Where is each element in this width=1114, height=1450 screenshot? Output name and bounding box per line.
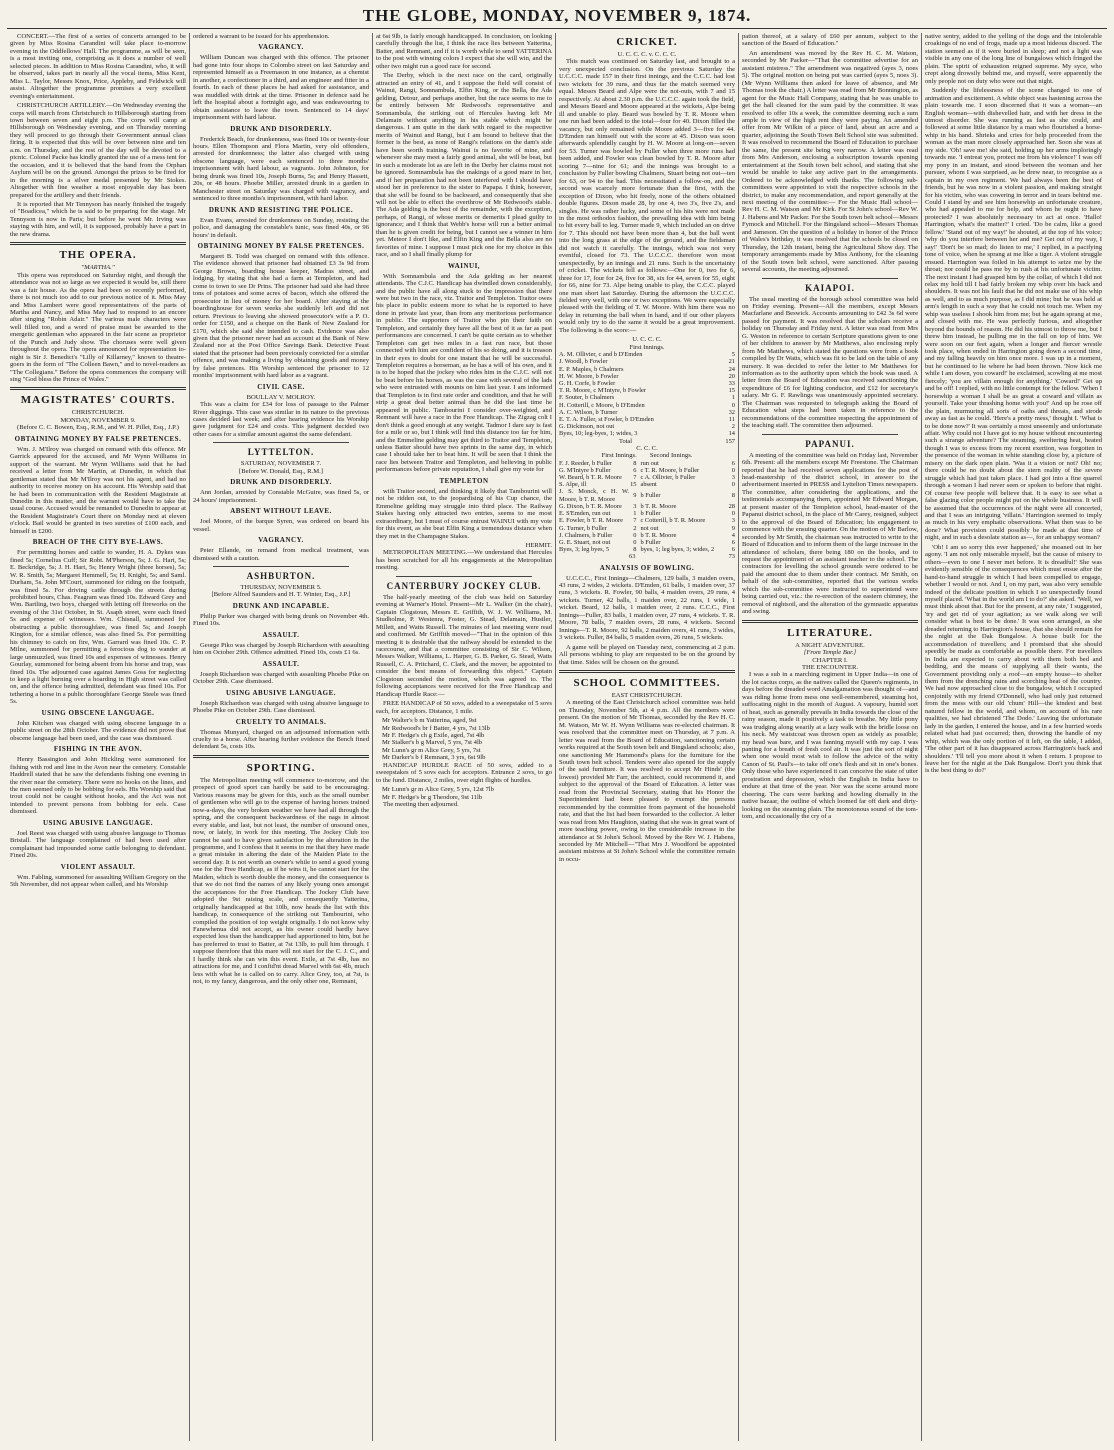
court-case: Philip Parker was charged with being drunk on November 4th. Fined 10s. xyxy=(193,612,369,628)
school-committee-cont: pation thereof, at a salary of £60 per annum, subject to the sanction of the Board of Education." xyxy=(742,33,918,48)
batsman: W. Beard, b T. R. Moore xyxy=(559,474,622,482)
batsman: J. S. Monck, c H. W. Moore, b T. R. Moore xyxy=(559,488,629,503)
divider xyxy=(762,434,898,435)
batsman: Byes, 3; leg byes, 5 xyxy=(559,546,610,554)
divider xyxy=(193,755,369,758)
score-table-ucc xyxy=(559,351,735,437)
batsman: T. R. Moore, c M'Intyre, b Fowler xyxy=(559,387,646,395)
second-innings-runs: 9 xyxy=(731,524,735,532)
runs: 32 xyxy=(728,408,735,416)
subheading: USING OBSCENE LANGUAGE. xyxy=(41,708,155,717)
second-innings-dismissal: b T. R. Moore xyxy=(640,531,677,539)
case-title: BOULLAY V. MOLROY. xyxy=(246,393,316,401)
second-innings-dismissal: byes, 1; leg byes, 3; wides, 2 xyxy=(640,546,715,554)
artillery-article: CHRISTCHURCH ARTILLERY.—On Wednesday evening the corps will march from Christchurch to Hillsborough starting from town between seven and eight p.m. The corps will camp at Hillsborough on Wednesday evening, and on Thursday morning they will proceed to go through their Government annual class firing. It is expected that this will be over between nine and ten a.m. on Thursday, and the rest of the day will be devoted to a picnic. Colonel Packe has kindly granted the use of a mess tent for the occasion, and it is believed that the band from the Orphan Asylum will be on the ground. Amongst the prizes to be fired for in the morning is a silver medal presented by Mr Stokes. Altogether with fine weather a most enjoyable day has been prepared for the artillery and their friends. xyxy=(10,102,186,199)
subheading: OBTAINING MONEY BY FALSE PRETENCES. xyxy=(14,434,182,443)
batsman: E. Fowler, b T. R. Moore xyxy=(559,517,623,525)
subheading: DRUNK AND RESISTING THE POLICE. xyxy=(208,205,354,214)
first-innings-runs: 9 xyxy=(633,492,637,500)
subheading: DRUNK AND DISORDERLY. xyxy=(230,124,332,133)
courts-heading: MAGISTRATES' COURTS. xyxy=(20,394,176,407)
court-case: Thomas Munyard, charged on an adjourned information with cruelty to a horse. After hearing further evidence the Bench fined defendant 5s, costs 10s. xyxy=(193,728,369,751)
tip-wainui: WAINUI, xyxy=(447,261,481,270)
ashburton-date: THURSDAY, NOVEMBER 5. xyxy=(240,584,322,592)
divider xyxy=(10,387,186,390)
subheading: FISHING IN THE AVON. xyxy=(53,745,143,754)
opera-subheading: "MARTHA." xyxy=(81,264,115,272)
list-item: Mr F. Hedge's br g Theodore, 9st 11lb xyxy=(382,793,483,801)
lyttelton-date: SATURDAY, NOVEMBER 7. xyxy=(240,460,322,468)
score-row xyxy=(559,488,735,502)
divider xyxy=(213,442,349,443)
score-table-ccc xyxy=(559,460,735,554)
batsman: G. H. Corfe, b Fowler xyxy=(559,379,616,387)
opera-heading: THE OPERA. xyxy=(59,249,137,262)
list-item: Mr Redwood's br f Batter, 4 yrs, 7st 13lb xyxy=(382,724,490,732)
second-innings-runs: 0 xyxy=(731,481,735,489)
total-first: 63 xyxy=(629,553,636,561)
lyttelton-heading: LYTTELTON. xyxy=(247,447,315,458)
second-innings-runs: 0 xyxy=(731,466,735,474)
total-second: 73 xyxy=(728,553,735,561)
subheading: VIOLENT ASSAULT. xyxy=(60,862,136,871)
court-case: Wm. J. M'Ilroy was charged on remand with this offence. Mr Garrick appeared for the accused, and Mr Wynn Williams in support of the warrant. Mr Wynn Williams said that he had received a letter from Mr Martin, at Dunedin, in which that gentleman stated that Mr M'Ilroy was not his agent, and had no authority to receive money on his account. His Worship said that he had been in communication with the Resident Magistrate at Dunedin in this matter, and the warrant would have to take the usual course. Accused would be remanded to Dunedin to appear at the Resident Magistrate's Court there on Monday next at eleven o'clock. Bail would be granted in two sureties of £100 each, and himself in £200. xyxy=(10,445,186,535)
school-committees-heading: SCHOOL COMMITTEES. xyxy=(573,676,721,689)
second-innings-runs: 6 xyxy=(731,538,735,546)
batsman: F. J. Reeder, b Fuller xyxy=(559,459,613,467)
score-row xyxy=(559,380,735,387)
cricket-subheading: U. C. C. C. v. C. C. C. xyxy=(617,51,677,58)
court-case: John Kitchen was charged with using obscene language in a public street on the 28th October. The evidence did not prove that obscene language had been used, and the case was dismissed. xyxy=(10,719,186,742)
score-row xyxy=(559,503,735,510)
second-innings-dismissal: absent xyxy=(640,481,657,489)
batsman: E. S'Emden, run out xyxy=(559,510,611,518)
school-committee-cont: An amendment was moved by the Rev H. C. M. Watson, seconded by Mr Packer—"That the committee advertise for an assistant mistress." The amendment was negatived (ayes 3, noes 5). The original motion on being put was carried (ayes 5, noes 3). (Mr Wynn Williams then asked for leave of absence, and Mr Thomas took the chair.) A letter was read from Mr Bonnington, as agent for the Music Hall Company, stating that he was unable to get the hall cleaned for the sum paid by the committee. It was resolved to offer 10s a week, the committee deeming such a sum ample in view of the high rent they were paying. An amended offer from Mr Wilkin of a piece of land, about an acre and a quarter, adjoining the South Town Belt School site was submitted. It was resolved to recommend the Board of Education to purchase the same, the present site being very narrow. A letter was read from Mrs Anderson, enclosing a subscription towards opening entertainment at the South town belt school, and stating that she would be unable to take any active part in the arrangements. Ordered to be acknowledged with thanks. The following sub-committees were appointed to visit the respective schools in the district, to make any recommendation, and report generally at the next meeting of the committee:— For the Music Hall school—Rev H. C. M. Watson and Mr Kirk. For St John's school—Rev W. J. Habens and Mr Packer. For the South town belt school—Messrs Fymock and Mitchell. For the Bingsland school—Messrs Thomas and Jameson. On the question of a holiday in honor of the Prince of Wales's birthday, it was resolved that the schools be closed on Thursday, the 12th instant, being the Agricultural Show day. The temporary arrangements made by Miss Anthony, for the cleaning of the South town belt school, were sanctioned. After passing several accounts, the meeting adjourned. xyxy=(742,49,918,274)
score-row xyxy=(559,394,735,401)
runs: 33 xyxy=(728,379,735,387)
batsman: G. Dickinson, not out xyxy=(559,423,615,431)
batsman: H. Cotterill, c Moore, b D'Emden xyxy=(559,401,645,409)
score-row xyxy=(559,474,735,481)
batsman: A. C. Wilson, b Turner xyxy=(559,408,618,416)
list-item: Mr F. Hedge's ch g Exile, aged, 7st 4lb xyxy=(382,731,485,739)
batsman: G. M'Intyre b Fuller xyxy=(559,466,611,474)
subheading: ABSENT WITHOUT LEAVE. xyxy=(230,507,332,516)
list-item: Mr Stalker's b g Marvel, 5 yrs, 7st 4lb xyxy=(382,739,483,747)
column-5 xyxy=(739,33,922,1441)
score-row xyxy=(559,366,735,373)
column-6 xyxy=(922,33,1105,1441)
cricket-heading: CRICKET. xyxy=(616,36,678,48)
second-innings-runs: 8 xyxy=(731,492,735,500)
first-innings-runs: 6 xyxy=(633,466,637,474)
opera-article: This opera was reproduced on Saturday night, and though the attendance was not so large as we expected it would be, still there was a fair house. As the opera had been so recently performed, there is not much too add to our previous notice of it. Miss May and Miss Lambert were good representatives of the parts of Martha and Nancy, and Miss May had to respond to an encore after singing "Robin Adair." The various male characters were well filled too, and a word of praise must be awarded to the energetic gentleman who appeared in the fair scene as proprietor of the Punch and Judy show. The choruses were well given throughout the opera. The opera announced for representation to-night is Sir J. Benedict's "Lilly of Killarney," known to theatre-goers in the form of "The Colleen Bawn," and to novel-readers as "The Collegians." Before the opera commences the company will sing "God bless the Prince of Wales." xyxy=(10,271,186,384)
runs: 24 xyxy=(728,365,735,373)
score-row xyxy=(559,358,735,365)
second-innings-runs: 6 xyxy=(731,546,735,554)
batsman: E. P. Maples, b Chalmers xyxy=(559,365,624,373)
score-row xyxy=(559,460,735,467)
second-innings-runs: 4 xyxy=(731,531,735,539)
columns xyxy=(7,33,1107,1441)
hurdle-race-list xyxy=(376,786,552,801)
runs: 0 xyxy=(731,401,735,409)
score-total-ccc xyxy=(559,553,735,560)
court-case: Joseph Richardson was charged with assaulting Phoebe Pike on October 29th. Case dismissed. xyxy=(193,670,369,686)
cjc-heading: CANTERBURY JOCKEY CLUB. xyxy=(386,580,542,591)
score-row xyxy=(559,416,735,423)
score-row xyxy=(559,409,735,416)
lyttelton-bench: [Before W. Donald, Esq., R.M.] xyxy=(239,467,323,475)
list-item: Mr Lunn's gr m Alice Grey, 5 yrs, 12st 7lb xyxy=(382,786,494,794)
second-innings-runs: 28 xyxy=(728,502,735,510)
metropolitan-note: METROPOLITAN MEETING.—We understand that Hercules has been scratched for all his engagements at the Metropolitan meeting. xyxy=(376,549,552,572)
school-committee-article: A meeting of the East Christchurch school committee was held on Thursday, November 5th, at 4 p.m. All the members were present. On the motion of Mr Thomas, seconded by the Rev H. C. M. Watson, Mr W. H. Wynn Williams was re-elected chairman. It was resolved that the committee meet on Thursday, at 7 p.m. A letter was read from the Board of Education, sanctioning certain works required at the South town belt and Bingsland schools; also, one sanctioning Mr Hammond's plans for the furniture for the South town belt school. Tenders were also opened for the supply of the said furniture. It was resolved to accept Mr Hinds' (the lowest) provided Mr Farr, the architect, could recommend it, and subject to the approval of the Board of Education. A letter was read from the Provincial Secretary, stating that his Honor the Superintendent had been pleased to exempt the persons recommended by the committee from payment of the household rate, and that the list had been forwarded to the collector. A letter was read from Mrs Haughton, stating that she was in great want of more teaching power, owing to the considerable increase in the attendance at St John's School. Moved by the Rev W. J. Habens, seconded by Mr Mitchell—"That Mrs J. Woodford be appointed assistant mistress at St John's School while the committee remain in occu- xyxy=(559,699,735,863)
sporting-article-cont: with Traitor second, and thinking it likely that Tambourini will not be ridden out, to the jeopardising of his Cup chance, the Emmeline gelding may struggle into third place. The Railway Stakes having only attracted two entries, seems to me most extraordinary, but I must of course entrust WAINUI with my vote for this event, as she beat Elfin King a tremendous distance when they met in the Champagne Stakes. xyxy=(376,487,552,540)
subheading: VAGRANCY. xyxy=(258,43,304,52)
second-innings-dismissal: c Cotterill, b T. R. Moore xyxy=(640,517,706,525)
list-item: Mr Walter's b m Yatterina, aged, 9st xyxy=(382,717,477,725)
first-innings-runs: 2 xyxy=(633,524,637,532)
court-case: Frederick Beach, for drunkenness, was fined 10s or twenty-four hours. Ellen Thompson and Flora Martin, very old offenders, arrested for drunkenness; the latter also charged with using obscene language, were each sentenced to three months' imprisonment with hard labour, as vagrants. John Johnston, for being drunk was fined 10s, Joseph Burns, 5s; and Henry Hassett, 20s, or 48 hours. Phoebe Miller, arrested drunk in a garden in Manchester street on Saturday was charged with vagrancy, and sentenced to three months's imprisonment, with hard labor. xyxy=(193,135,369,203)
court-case: William Duncan was charged with this offence. The prisoner had gone into four shops in Colombo street on last Saturday and represented himself as a Freemason in one instance, as a chemist in another, a confectioner in a third, and an engineer and fitter in a fourth. In each of these places he had asked for assistance, and was muddled with drink at the time. Prisoner in defence said he left the hospital about a fortnight ago, and was endeavouring to obtain assistance to leave the town. Sentenced to 14 days' imprisonment with hard labour. xyxy=(193,54,369,122)
court-case-cont: ordered a warrant to be issued for his apprehension. xyxy=(193,33,330,40)
second-innings-dismissal: c T. R. Moore, b Fuller xyxy=(640,466,700,474)
first-innings-runs: 0 xyxy=(633,538,637,546)
score-row xyxy=(559,481,735,488)
subheading: CRUELTY TO ANIMALS. xyxy=(235,717,327,726)
runs: 11 xyxy=(728,415,735,423)
divider xyxy=(10,242,186,245)
bowling-heading: ANALYSIS OF BOWLING. xyxy=(599,563,695,572)
runs: 21 xyxy=(728,358,735,366)
column-1 xyxy=(7,33,190,1441)
story-text-cont: 'Oh! I am so sorry this ever happened,' she moaned out in her agony. 'I am not only miserable myself, but the cause of misery to others—even to one I never met before. It is dreadful!' She was evidently sensible of the consequences which must ensue after the hand-to-hand struggle in which I had been compelled to engage, whether I would or not. And I, on my part, was also very sensible indeed of the delicate position in which I so unexpectedly found myself placed. 'What in the world am I to do?' she asked. 'Well, we must think about that. But for the present, at any rate,' I suggested, 'try and get rid of your agitation; as we walk along we will consider what is best to be done.' It was soon arranged, as she dreaded returning to Harrington's house, that she should remain for the night at the Dak Bungalow. A house built for the accommodation of travellers; and I promised that she should speedily be made as comfortable as possible there. For travellers in India are expected to carry about with them both bed and bedding, and the means of supplying all their wants, the Government providing only a roof—an empty house—to shelter them from the drenching rains and scorching heat of the country. We had now approached close to the bungalow, which I occupied conjointly with my friend O'Donnell, who had only just returned from the mess with our old 'chum' Hill—the kindest and best natured fellow in the world, and whom, on account of his rare qualities, we had christened 'The Dodo.' Leaving the unfortunate lady in the garden, I entered the house, and in a few hurried words related what had just occurred; then, throwing the handle of my whip, which was the only portion of it left, on the table, I added, 'The other part of it has disappeared across Harrington's back and shoulders.' 'I'll tell you more about it when I return. I propose to leave her for the night at the Dak Bungalow. Don't you think that is the best thing to do?' xyxy=(925,543,1102,775)
story-text: I was a sub in a marching regiment in Upper India—in one of the lot cactus corps, as the natives called the Queen's regiments, in days before the dreaded word Amalgamation was thought of—and was riding home from mess one well-remembered, steaming hot, suffocating night in the month of August. A vapoury, humid sort of heat, such as generally prevails in India towards the close of the rainy season, made it positively a task to breathe. My little pony was trudging along wearily at a lazy walk with the bridle loose on his neck. My waistcoat was thrown open as widely as possible; my head was bare, and I was fanning myself with my cap. I was panting for a breath of fresh cool air. It was just the sort of night when one would most wish to follow the advice of the witty Canon of St. Paul's—to take off one's flesh and sit in one's bones. Only those who have experienced it can conceive the state of utter prostration and depression, which the English in India have to endure at that time of the year. Nor was the scene around more cheering. The curs were barking and howling dismally in the native bazaar, the outline of which loomed far off dark and dirty-looking on the steaming plain. The monotonous sound of the tom-tom, and occasionally the cry of a xyxy=(742,671,918,821)
subheading: DRUNK AND INCAPABLE. xyxy=(232,601,330,610)
cjc-article: The half-yearly meeting of the club was held on Saturday evening at Warner's Hotel. Present—Mr L. Walker (in the chair), Captain Clogstoun, Messrs E. Griffith, W. J. W. Williams, M. Studholme, P. Westenra, Foster, G. Stead, Delamain, Hustler, Millett, and Watts Russell. The minutes of last meeting were read and confirmed. Mr Griffith moved—"That in the opinion of this meeting it is desirable that the railway should be extended to the racecourse, and that a committee consisting of Sir C. Wilson, Messrs Walker, Williams, L. Harper, G. B. Parker, G. Stead, Watts Russell, C. A. Pritchard, C. Clark, and the mover, be appointed to consider the best means of forwarding this object." Captain Clogstoun seconded the motion, which was agreed to. The following acceptances were received for the Free Handicap and Handicap Hurdle Race:— xyxy=(376,593,552,698)
story-title: A NIGHT ADVENTURE. xyxy=(795,641,865,649)
score-row xyxy=(559,525,735,532)
score-row xyxy=(559,430,735,437)
second-innings-runs: 3 xyxy=(731,517,735,525)
newspaper-page xyxy=(7,4,1107,1442)
subheading: CIVIL CASE. xyxy=(257,382,305,391)
ashburton-bench: [Before Alfred Saunders and H. T. Winter, Esq., J.P.] xyxy=(211,591,351,599)
second-innings-dismissal: b Fuller xyxy=(640,492,661,500)
subheading: BREACH OF THE CITY BYE-LAWS. xyxy=(32,538,164,547)
sporting-heading: SPORTING. xyxy=(246,761,316,774)
court-case: For permitting horses and cattle to wander, H. A. Dykes was fined 5s; Cornelius Cuff; Sir Robt. M'Pherson, 5s; J. G. Hart, 5s; E. Beckridge, 5s; J. H. Hart, 5s; Henry Wright (three horses), 5s; W. R. Smith, 5s; Margaret Hemmell, 5s; H. Knight, 5s; and Saml. Durham, 5s. John M'Court, summoned for riding on the footpath, was fined 5s. For driving cattle through the streets during prohibited hours, Chas. Feagram was fined 10s. Edward Grey and Wm. Bartling, two boys, charged with letting off fireworks on the evening of the 31st October, in St. Asaph street, were each fined 5s and expense of witnesses. Wm. Chisnall, summoned for obstructing a public thoroughfare, was fined 5s; and Joseph Kington, for a similar offence, was also fined 5s. For permitting his chimney to catch on fire, Wm. Garrard was fined 10s. C. P. Milne, summoned for permitting a ferocious dog to wander at large unmuzzled, was fined 10s and expenses of witnesses. Henry Gourlay, summoned for being absent from his horse and trap, was fined 10s. The adjourned case against James Goss for neglecting to keep a light burning over a hoarding in High street was called on, and the offence being admitted, defendant was fined 10s. For tethering a horse in a public thoroughfare George Steele was fined 5s. xyxy=(10,549,186,706)
list-item: Mr Lunn's gr m Alice Grey, 5 yrs, 7st xyxy=(382,746,481,754)
free-handicap-title: FREE HANDICAP of 50 sovs, added to a sweepstake of 5 sovs each, for acceptors. Distance, 1 mile. xyxy=(376,700,552,715)
score-row xyxy=(559,387,735,394)
second-innings-dismissal: b T. R. Moore xyxy=(640,502,677,510)
court-case: Ann Jordan, arrested by Constable McGuire, was fined 5s, or 24 hours' imprisonment. xyxy=(193,489,369,504)
papanui-article: A meeting of the committee was held on Friday last, November 6th. Present: all the members except Mr Freestone. The Chairman reported that he had received seven applications for the post of head-mastership of the district school, in answer to the advertisement inserted in PRESS and Lyttelton Times newspapers. The committee, after considering the applications, and the testimonials accompanying them, appointed Mr Edward Morgan, at present master of the Templeton school, head-master of the Papanui district school, in the place of Mr Carey, resigned, subject to the approval of the Board of Education; his engagement to commence with the ensuing quarter. On the motion of Mr Barlow, seconded by Mr Smith, the chairman was instructed to write to the Board of Education and to inform them of the large increase in the attendance of scholars, there being 180 on the books, and to request the appointment of an assistant teacher to the school. The contractors for levelling the school grounds were ordered to be paid the amount due to them under their contract. Mr Smith, on behalf of the sub-committee, reported that the various works which the sub-committee were instructed to superintend were being carried out, viz.: the re-erection of the eastern chimney, the removal of nightsoil, and the alteration of the gymnastic apparatus and swing. xyxy=(742,451,918,616)
divider xyxy=(762,278,898,279)
chapter-subheading: THE ENCOUNTER. xyxy=(801,663,859,671)
first-innings-runs: 1 xyxy=(633,510,637,518)
courts-bench: (Before C. C. Bowen, Esq., R.M., and W. H. Pillet, Esq., J.P.) xyxy=(17,424,179,432)
runs: 20 xyxy=(728,372,735,380)
second-innings-dismissal: b Fuller xyxy=(640,510,661,518)
score-total-ucc xyxy=(559,438,735,445)
concert-article: CONCERT.—The first of a series of concerts arranged to be given by Miss Rosina Carandini will take place to-morrow evening in the Oddfellows' Hall. The programme, as will be seen, is a most inviting one, comprising as it does a number of well selected pieces. In addition to Miss Rosina Carandini, who, it will be observed, takes part in nearly all the vocal items, Miss Kent, Miss L. Taylor, Messrs Knox, Price, Appleby, and Feldwick will assist. Altogether the programme promises a very excellent evening's entertainment. xyxy=(10,33,186,100)
court-case: Henry Bassington and John Hickling were summoned for fishing with rod and line in the Avon near the cemetery. Constable Haddrell stated that he saw the defendants fishing one evening in the river near the cemetery. There were no hooks on the lines, and the men seemed only to be bobbing for eels. His Worship said that trout could not be caught without hooks, and the Act was not intended to prevent persons from bobbing for eels. Case dismissed. xyxy=(10,756,186,816)
hurdle-race-title: HANDICAP HURDLE RACE of 50 sovs, added to a sweepstakes of 5 sovs each for acceptors. Entrance 2 sovs, to go to the fund. Distance, 2 miles, over eight flights of hurdles. xyxy=(376,761,552,784)
total-value: 157 xyxy=(725,437,735,445)
ashburton-heading: ASHBURTON. xyxy=(246,571,316,582)
free-handicap-list xyxy=(376,717,552,762)
courts-date: MONDAY, NOVEMBER 9. xyxy=(60,416,136,424)
first-innings-runs: 8 xyxy=(633,459,637,467)
story-text-cont: native sentry, added to the yelling of the dogs and the intolerable croakings of no end of frogs, made up a most hideous discord. The station seemed as if it were buried in sleep; and not a light was visible in any one of the long line of bungalows which fringed the plain. The spirit of exhaustion reigned supreme. My syce, who crept along drowsily behind me, and myself, were apparently the only people not on duty who were out that night. xyxy=(925,33,1102,85)
subheading: OBTAINING MONEY BY FALSE PRETENCES. xyxy=(197,241,365,250)
batsman: G. Dixon, b T. R. Moore xyxy=(559,502,622,510)
first-innings-runs: 8 xyxy=(633,546,637,554)
court-case: Wm. Fabling, summoned for assaulting William Gregory on the 5th November, did not appear when called, and his Worship xyxy=(10,873,186,889)
first-innings-runs: 0 xyxy=(633,531,637,539)
column-4 xyxy=(556,33,739,1441)
court-case: George Piko was charged by Joseph Richardson with assaulting him on October 29th. Offence admitted. Fined 10s, costs £1 6s. xyxy=(193,641,369,657)
papanui-heading: PAPANUI. xyxy=(805,438,855,449)
score-row xyxy=(559,546,735,553)
score-row xyxy=(559,402,735,409)
divider xyxy=(396,576,532,577)
story-text-cont: Suddenly the lifelessness of the scene changed to one of animation and excitement. A white object was hastening across the plain towards me. I soon discerned that it was a woman—an English woman—with dishevelled hair, and with her dress in the utmost disorder. She was running as fast as she could, and followed at some little distance by a man who flourished a horse-whip in his hand. Shrieks and cries for help proceeded from the woman as the man more closely approached her. Soon she was at my side. 'Oh! save me! she said, holding up her arms imploringly towards me. 'I entreat you, protect me from his violence!' I was off my pony in an instant, and stood between the woman and her pursuer, whom I was surprised, as he drew near, to recognise as a captain in my own regiment. We had always been the best of friends, but he was now in a violent passion, and making straight for his victim, who was cowering in terror and in tears behind me. Could I stand by and see him horsewhip an unfortunate creature, who had appealed to me for help, and whom he ought to have protected? I was absolutely necessary to act at once. 'Hallo! Harrington, what's the matter?' I cried. 'Do be calm, like a good fellow.' 'Stand out of my way!' he shouted, at the top of his voice; 'why do you interfere between her and me? Get out of my way, I say!' 'Don't be so mad; do listen to me,' I replied, in a pacifying tone of voice, when he sprang at me like a tiger. A violent struggle ensued. Harrington was foiled in his attempt to seize me by the throat; nor could he pass me by to rush at his unfortunate victim. The next instant I had grasped him by the collar, of which I did not relax my hold till I had fairly broken my whip over his back and shoulders. It was not his fault that he did not make use of his whip as well, and to as much purpose, as I did mine; but he was held at arm's length in such a way that he could not touch me. When my whip was useless I shook him from me; but he again sprang at me, and closed with me. He was perfectly furious, and altogether beyond the bounds of reason. He did his utmost to throw me, but I threw him instead, he pulling me in the fall on top of him. We were soon on our feet again, when a longer and fiercer wrestle took place, when ended in Harrington going down a second time, and my falling heavily on him once more. I was up in a moment, but he continued to lie where he had been thrown. 'Now kick me while I am down, you coward!' he exclaimed, scowling at me most fiercely; 'you are villain enough for anything.' 'Coward!' Get up and be off! I replied, with no little contempt for the fellow. 'When I horsewhip a woman I shall be as great a coward and villain as yourself. Take your thrashing home with you!' And up he rose off the plain, murmuring all sorts of oaths and threats, and strode away as fast as he could. 'Here's a pretty mess,' thought I. 'What is to be done now?' It was certainly a most unseemly and unfortunate affair. Why could not I have got to my house without encountering such a strange adventure? The steaming, sweltering heat, heated though I was to excess from my recent exertion, was forgotten in the presence of the woman in white standing close by, a picture of misery on the dark open plain. 'Was it a vision or not? Oh! no; there could be no doubt about the stern reality of the severe struggle which had just taken place. I had got into a fine quarrel through a woman I had never seen or spoken to before that night. Of course few people will believe that. It is easy to see what a false glazing color people might put on the whole business. It will be assumed that the occurrences of the night were all concerted, and that I was an intriguing 'villain.' Harrington seemed to imply as much in his very emphatic observations. What then was to be done? What provision could possibly be made at that time of night, and in such a desolate station as—, for an unhappy woman? xyxy=(925,87,1102,542)
cricket-article: This match was continued on Saturday last, and brought to a very unexpected conclusion. On the previous Saturday the U.C.C.C. made 157 in their first innings, and the C.C.C. had lost two wickets for 39 runs, and thus far the match seemed very equal. Messrs Beard and Alpe were the not-outs, with 7 and 15 respectively. At about 2.30 p.m. the U.C.C.C. again took the field, and Messrs Beard and Moore appeared at the wickets, Alpe being ill and unable to play. Beard was bowled by T. R. Moore when one run had been added to the total—four for 40. Dixon filled the vacancy, but only remained while Moore added 3—five for 44. D'Emden ran himself out with the score at 45. Dixon was soon afterwards splendidly caught by H. W. Moore at long-on—seven for 53. Turner was bowled by Fuller when three more runs had been added, and Fowler was clean bowled by T. R. Moore after scoring 7—nine for 61; and the innings was brought to a conclusion by Fuller bowling Chalmers, Stuart being not out—ten for 63, or 94 to the bad. This necessitated a follow-on, and the second was scarcely more fortunate than the first, with the exception of Dixon, who hit freely, none of the others obtained double figures. Dixon made 28, by one 4, two 3's, five 2's, and singles. He was rather lucky, and some of his hits were not made in the most orthodox fashion, the prevailing idea with him being to hit every ball to leg. Turner made 9, which included an on drive for 7. This should not have been more than 4, but the ball went into the long grass at the edge of the ground, and the fieldsman did not watch it carefully. The innings, which was not very eventful, closed for 73. The U.C.C.C. therefore won most unexpectedly, by an innings and 21 runs. Such is the uncertainty of cricket. The wickets fell as follows:—One for 0, two for 6, three for 17, four for 24, five for 38, six for 44, seven for 55, eight for 66, nine for 73. Alpe being unable to play, the C.C.C. played one man short last Saturday. During the afternoon the U.C.C.C. fielded very well, with one or two exceptions. We were especially pleased with the fielding of T. W. Moore. With him there was no delay in returning the ball when in hand, and if our other players would only try to do the same it would be a great improvement. The following is the score:— xyxy=(559,58,735,334)
sporting-article-cont: The Derby, which is the next race on the card, originally attracted an entry of 41, and I suppose the field will consist of Wainui, Rangi, Somnambula, Elfin King, or the Bella, the Ada gelding, Detour, and perhaps another, but the race seems to me to be entirely between Mr Redwood's representative and Somnambula, the striking out of Hercules having left Mr Delamain without anything in his stable which might be dangerous. I am quite in the dark with regard to the respective merits of Wainui and Rangi, but I am bound to believe that the former is the best, as none of Rangi's relations on the dam's side have been worth training. Wainui is no favorite of mine, and whenever she may meet a fairly good animal, she will be beat, but in such a moderate lot as are left in the Derby her claims must not be ignored. Somnambula has the makings of a good mare in her, and if her preparation had not been interfered with I should have stood her in preference to the sister to Papapa. I think, however, that she will be found to be backward, and consequently that she will not be able to effect the overthrow of Mr Redwood's stable. The Ada gelding is the best of the remainder, with the exception, perhaps, of Rangi, of whose merits or demerits I plead guilty to ignorance; and I think that Webb's horse will run a better animal than he is given credit for being, but I cannot see a winner in him yet. Meteor I don't like, and Elfin King and the Bella also are no favorites of mine. I suppose I must pick one for my choice in this race, and so I shall finally plump for xyxy=(376,72,552,259)
literature-heading: LITERATURE. xyxy=(787,626,873,639)
runs: 1 xyxy=(731,394,735,402)
batsman: E. T. A. Fuller, st Fowler, b D'Emden xyxy=(559,415,654,423)
sporting-article: The Metropolitan meeting will commence to-morrow, and the prospect of good sport can hardly be said to be encouraging. Various reasons may be given for this, such as the small number of gentlemen who will go to the expense of having horses trained now-a-days, the very broken weather we have had all through the spring, and the consequent backwardness of the nags in almost every stable, and last, but not least, the number of unsound ones, now, or lately, in work for this meeting. The Jockey Club too cannot be said to have given satisfaction by the alteration in the programme, and I confess that it seems to me that they have made a great mistake in altering the date of the Maiden Plate to the second day. It is not worth an owner's while to send a good young one for the Free Handicap, as if he wins it, he cannot start for the Maiden, which is worth double the money, and the consequence is that we do not find the names of any likely young ones amongst the acceptances for the Free Handicap. The Jockey Club have adopted the 9st raising scale, and consequently Yatterina, originally handicapped at 8st 10lb, now heads the list with this handicap, in consequence of the striking out Tambourini, who compiled the position of top weight originally. I do not know why Fanewhenua did not accept, as his owner could hardly have expected less than the handicapper had apportioned to him, but he has preferred to trust to Batter, at 7st 13lb, to pull him through. I suppose therefore that this mare will not start for the C. J. C., and I hardly think she can win this event. Exile, at 7st 4lb, has no attractions for me, and I confid'nt dread Marvel with 6st 4lb, much less with what he is called on to carry. Alice Grey, too, at 7st, is not, to my fancy, dangerous, and the only other one, Remnant, xyxy=(193,776,369,986)
subheading: ASSAULT. xyxy=(262,630,300,639)
bowling-analysis: U.C.C.C., First Innings—Chalmers, 129 balls, 3 maiden overs, 43 runs, 2 wides, 2 wickets. D'Emden, 61 balls, 1 maiden over, 37 runs, 3 wickets. R. Fowler, 90 balls, 4 maiden overs, 29 runs, 4 wickets. Turner, 42 balls, 1 maiden over, 22 runs, 1 wide, 1 wicket. Beard, 12 balls, 1 maiden over, 2 runs. C.C.C., First Innings—Fuller, 83 balls, 1 maiden over, 27 runs, 4 wickets. T. R. Moore, 78 balls, 7 maiden overs, 28 runs, 4 wickets. Second Innings—T. R. Moore, 92 balls, 2 maiden overs, 41 runs, 3 wides, 3 wickets. Fuller, 84 balls, 5 maiden overs, 26 runs, 5 wickets. xyxy=(559,574,735,642)
tip-templeton: TEMPLETON xyxy=(439,476,489,485)
court-case: Joseph Richardson was charged with using abusive language to Phoebe Pike on October 29th. Case dismissed. xyxy=(193,699,369,715)
score-row xyxy=(559,373,735,380)
subheading: USING ABUSIVE LANGUAGE. xyxy=(225,688,337,697)
score-row xyxy=(559,351,735,358)
subheading: VAGRANCY. xyxy=(258,536,304,545)
kaiapoi-heading: KAIAPOI. xyxy=(805,282,855,293)
batsman: F. Souter, b Chalmers xyxy=(559,394,615,402)
subheading: ASSAULT. xyxy=(262,659,300,668)
first-innings-runs: 7 xyxy=(633,474,637,482)
batsman: J. Woodl, b Fowler xyxy=(559,358,608,366)
story-source: [From Temple Bar.] xyxy=(803,649,857,657)
runs: 2 xyxy=(731,423,735,431)
divider xyxy=(213,566,349,567)
court-case: Evan Evans, arrested for drunkenness on Sunday, resisting the police, and damaging the constable's tunic, was fined 40s, or 96 hours' in default. xyxy=(193,216,369,239)
runs: 15 xyxy=(728,387,735,395)
team-heading: U. C. C. C. xyxy=(632,336,662,344)
list-item: Mr Darker's b f Remnant, 3 yrs, 6st 9lb xyxy=(382,754,486,762)
court-case: Joel Reest was charged with using abusive language to Thomas Bristall. The language complained of had been used after complainant had impounded some cattle belonging to defendant. Fined 20s. xyxy=(10,829,186,860)
chapter-heading: CHAPTER I. xyxy=(812,656,848,664)
batsman: Byes, 10; leg-byes, 1; wides, 3 xyxy=(559,430,638,438)
school-committees-sub: EAST CHRISTCHURCH. xyxy=(611,691,683,699)
cricket-notice: A game will be played on Tuesday next, commencing at 2 p.m. All persons wishing to play are requested to be on the ground by that time. Sides will be chosen on the ground. xyxy=(559,643,735,666)
divider xyxy=(742,620,918,623)
team-heading: C. C. C. xyxy=(636,444,658,452)
innings-label: First Innings. xyxy=(629,343,665,351)
divider xyxy=(559,670,735,673)
column-3 xyxy=(373,33,556,1441)
first-innings-runs: 7 xyxy=(633,517,637,525)
score-row xyxy=(559,517,735,524)
batsman: A. M. Ollivier, c and b D'Emden xyxy=(559,351,643,359)
court-case: Margaret B. Todd was charged on remand with this offence. The evidence showed that prisoner had obtained £3 3s 9d from George Brown, boarding house keeper, Madras street, and lodging, by stating that she had a farm at Templeton, and had come to town to see Dr Prins. The prisoner had said she had three tons of potatoes and some acres of bacon, which she offered the prosecutor in lieu of money for her board. After staying at the boardinghouse for seven weeks she suddenly left and did not return. Previous to leaving she showed prosecutor's wife a P. O. order for £150, and a cheque on the Bank of New Zealand for £170, which she said she intended to cash. Evidence was also given that the prisoner never had an account at the Bank of New Zealand nor at the Post Office Savings Bank. Detective Feast stated that the prisoner had been previously convicted for a similar offence, and was making a living by obtaining goods and money by false pretences. His Worship sentenced the prisoner to 12 months' imprisonment with hard labor as a vagrant. xyxy=(193,252,369,380)
batsman: G. Turner, b Fuller xyxy=(559,524,607,532)
tennyson-article: It is reported that Mr Tennyson has nearly finished the tragedy of "Boadicea," which he is said to be preparing for the stage. Mr Tennyson is now in Paris; but before he went Mr. Irving was staying with him, and will, it is supposed, probably have a part in the new drama. xyxy=(10,200,186,238)
masthead: THE GLOBE, MONDAY, NOVEMBER 9, 1874. xyxy=(7,4,1107,29)
court-case: This was a claim for £34 for loss of passage to the Palmer River diggings. This case was similar in its nature to the previous cases decided last week; and after hearing evidence his Worship gave judgment for £24 and costs. This judgment decided two other cases for a similar amount against the same defendant. xyxy=(193,401,369,438)
first-innings-runs: 15 xyxy=(630,481,637,489)
batsman: J. Chalmers, b Fuller xyxy=(559,531,613,539)
batsman: S. Alpe, ill xyxy=(559,481,587,489)
subheading: USING ABUSIVE LANGUAGE. xyxy=(42,818,154,827)
total-label: Total xyxy=(619,437,633,445)
kaiapoi-article: The usual meeting of the borough school committee was held on Friday evening. Present—All the members, except Messrs Macfarlane and Beswick. Accounts amounting to £42 3s 6d were passed for payment. It was resolved that the scholars receive a holiday on Thursday and Friday next. A letter was read from Mrs G. Weston in reference to certain Scripture questions given to one of her children to answer by Mr Matthews, also enclosing reply from Mr Matthews, which stated the questions were from a book compiled by Dr Watts, which was fit to be laid on the table of any nursery. It was decided to refer the letter to Mr Matthews for information as to the authority upon which the book was used. A letter from the Board of Education was received sanctioning the expenditure of £6 for lighting conductor, and £12 for secretary's salary. Mr G. F. Rawlings was unanimously appointed secretary. The Chairman was requested to telegraph asking the Board of Education what steps had been taken in reference to the recommendations of the committee respecting the appointment of the teaching staff. The committee then adjourned. xyxy=(742,295,918,430)
score-row xyxy=(559,510,735,517)
court-case: Joel Moore, of the barque Syren, was ordered on board his vessel. xyxy=(193,518,369,533)
court-case: Peter Ellande, on remand from medical treatment, was dismissed with a caution. xyxy=(193,547,369,562)
courts-location: CHRISTCHURCH. xyxy=(71,409,125,417)
second-innings-dismissal: not out xyxy=(640,524,659,532)
column-2 xyxy=(190,33,373,1441)
score-row xyxy=(559,467,735,474)
score-row xyxy=(559,539,735,546)
second-innings-dismissal: c A. Ollivier, b Fuller xyxy=(640,474,696,482)
runs: 5 xyxy=(731,351,735,359)
second-innings-dismissal: b Fuller xyxy=(640,538,661,546)
runs: 14 xyxy=(728,430,735,438)
batsman: G. E. Stuart, not out xyxy=(559,538,611,546)
meeting-end: The meeting then adjourned. xyxy=(383,801,459,809)
first-innings-runs: 3 xyxy=(633,502,637,510)
sporting-article-cont: With Somnambula and the Ada gelding as her nearest attendants. The C.J.C. Handicap has dwindled down considerably, and the public have all along stuck to the impression that there were but two in the race, viz. Traitor and Templeton. Traitor owes his place in public esteem more to what he is reported to have done in private last year, than from any meritorious performance in public. The supporters of Traitor who pin their faith on Templeton, and certainly they have all the best of it as far as past performances are concerned. I can't be quite certain as to whether Templeton can get two miles in a fast run race, but those connected with him are confident of his so doing, and it is treason in their eyes to doubt for one instant that he will be successful. Templeton requires a horseman, as he has a will of his own, and it is to be hoped that the jockey who rides him in the C.J.C. will not be beat before his horses, as was the case with several of the lads who were entrusted with mounts on him last year. I am informed that Templeton is in first rate order and condition, and that he will strip a great deal better animal than he did the last time he appeared in public. Tambourini I consider over-weighted, and Remnant will have a race in the Free Handicap. The Zigzag colt I don't think a good enough at any weight. Tadmor I dare say is fast for a mile or so, but I think will find this distance too far for him, and the Emmeline gelding may get third to Traitor and Templeton, unless Batter should have two sprints in the same day, in which case I should take her to beat him. It will be seen that I think the race lies between Traitor and Templeton, and believing in public performances before private reputation, I shall give my vote for xyxy=(376,272,552,474)
innings-label: First Innings. Second Innings. xyxy=(601,452,693,460)
signature: HERMIT. xyxy=(525,542,552,549)
score-row xyxy=(559,423,735,430)
batsman: H. W. Moore, b Fowler xyxy=(559,372,619,380)
second-innings-runs: 3 xyxy=(731,474,735,482)
subheading: DRUNK AND DISORDERLY. xyxy=(230,478,332,487)
score-row xyxy=(559,532,735,539)
second-innings-dismissal: run out xyxy=(640,459,659,467)
second-innings-runs: 0 xyxy=(731,510,735,518)
second-innings-runs: 6 xyxy=(731,459,735,467)
sporting-article-cont: at 6st 9lb, is fairly enough handicapped. In conclusion, on looking carefully through the list, I think the race lies between Yatterina, Batter, and Remnant, and if it is worth while to send YATTERINA to the post with winning colors I expect that she will win, and the other two might run a good race for second. xyxy=(376,33,552,70)
